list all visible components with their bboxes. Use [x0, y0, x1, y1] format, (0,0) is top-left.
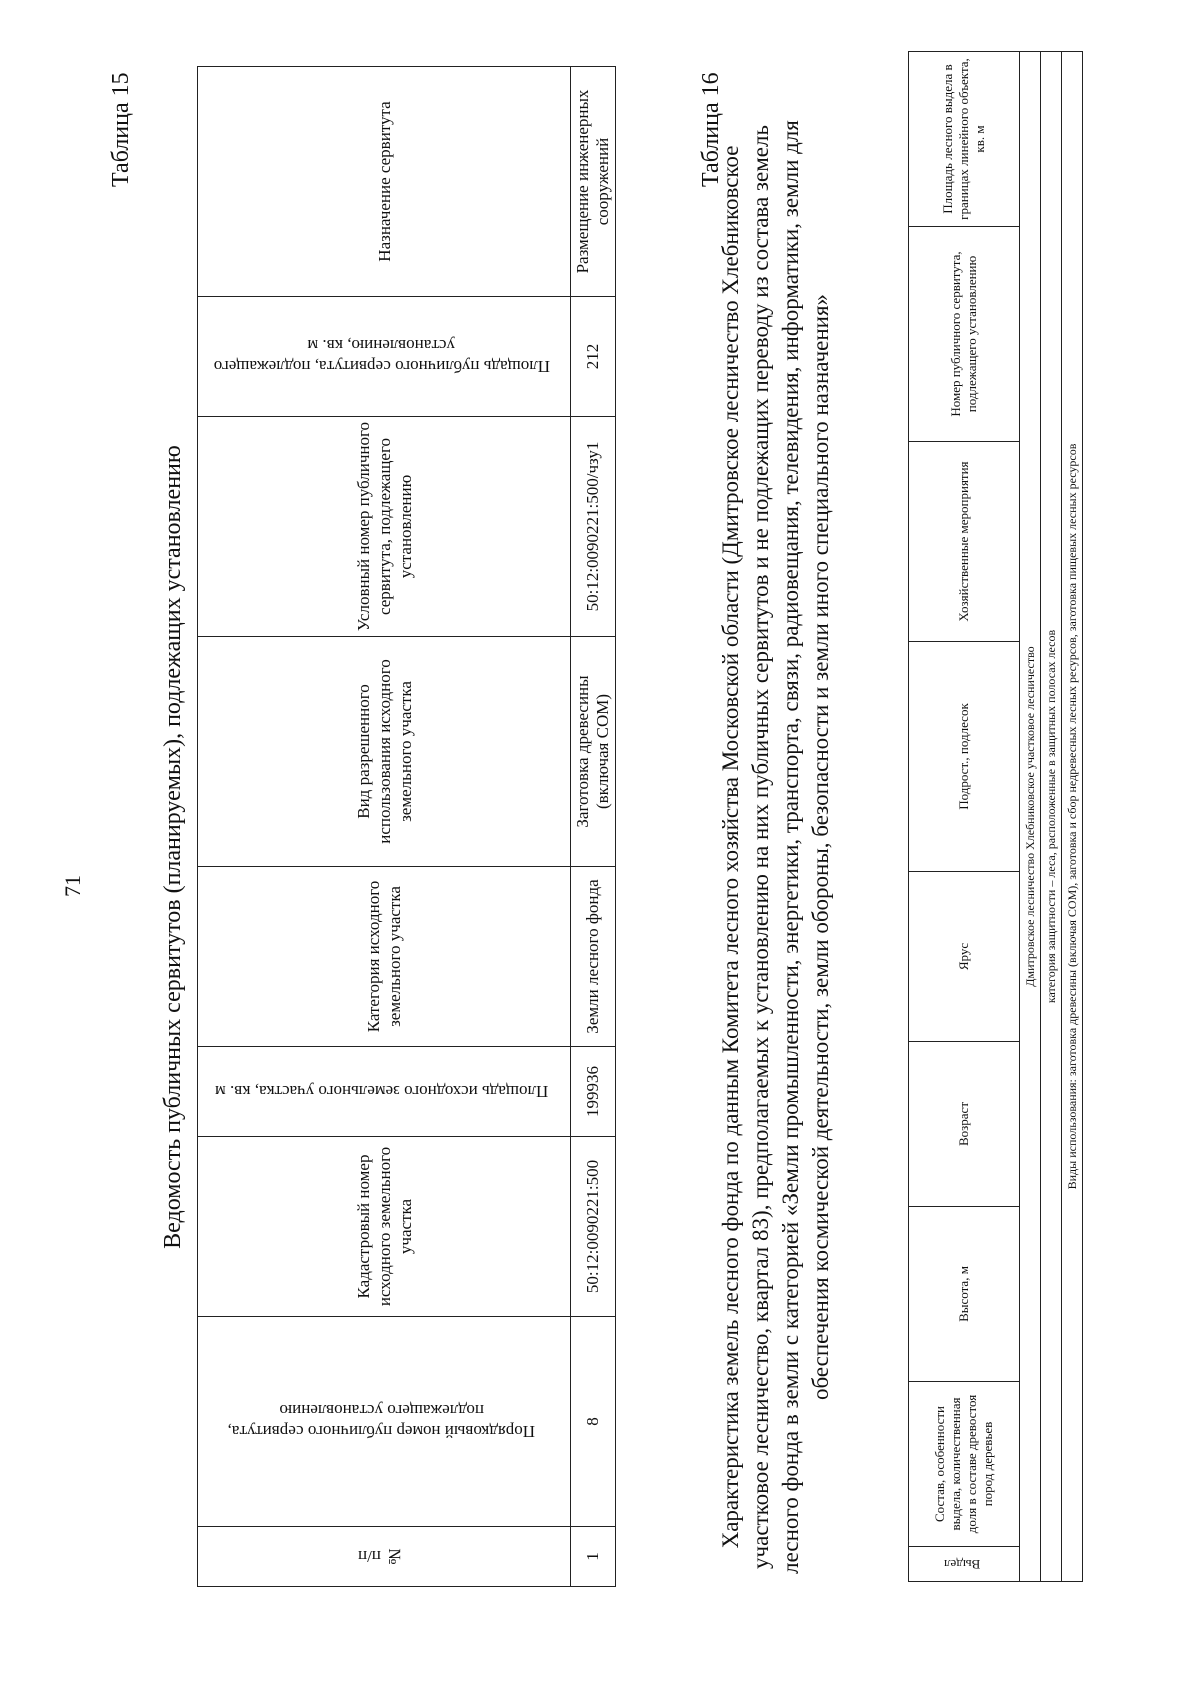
table15-cell: 1 [571, 1527, 616, 1587]
table16-span-row: Дмитровское лесничество Хлебниковское участковое лесничество [1020, 52, 1041, 1582]
table15-cell: Заготовка древесины (включая СОМ) [571, 637, 616, 867]
table16 [908, 51, 1083, 1582]
table16-header-cell: Состав, особенности выдела, количественная доля в составе древостоя пород деревьев [909, 1382, 1020, 1547]
table16-span-row: Виды использования: заготовка древесины (включая СОМ), заготовка и сбор недревесных лесных ресурсов, заготовка пищевых лесных ресурсов [1062, 52, 1083, 1582]
table-row [571, 67, 616, 1587]
table16-label: Таблица 16 [698, 72, 724, 187]
table-row [1062, 52, 1083, 1582]
table15-header-cell: Площадь публичного сервитута, подлежащего установлению, кв. м [198, 297, 571, 417]
table15-header-cell: № п/п [198, 1527, 571, 1587]
table15-header-cell: Назначение сервитута [198, 67, 571, 297]
table15-header-cell: Условный номер публичного сервитута, подлежащего установлению [198, 417, 571, 637]
table16-header-cell: Хозяйственные мероприятия [909, 442, 1020, 642]
table16-header-cell: Номер публичного сервитута, подлежащего установлению [909, 227, 1020, 442]
table15-header-cell: Площадь исходного земельного участка, кв. м [198, 1047, 571, 1137]
table16-title: Характеристика земель лесного фонда по данным Комитета лесного хозяйства Московской области (Дмитровское лесничество Хлебниковское участковое лесничество, квартал 83), предполагаемых к установлению на них публичных сервитутов и не подлежащих переводу из состава земель лесного фонда в земли с категорией «Земли промышленности, энергетики, транспорта, связи, радиовещания, телевидения, информатики, земли для обеспечения космической деятельности, земли обороны, безопасности и земли иного специального назначения» [718, 120, 833, 1574]
table15-title: Ведомость публичных сервитутов (планируемых), подлежащих установлению [160, 445, 186, 1249]
table15-cell: Размещение инженерных сооружений [571, 67, 616, 297]
table15-header-cell: Кадастровый номер исходного земельного участка [198, 1137, 571, 1317]
table15-cell: Земли лесного фонда [571, 867, 616, 1047]
table15-header-cell: Порядковый номер публичного сервитута, подлежащего установлению [198, 1317, 571, 1527]
table16-header-cell: Выдел [909, 1547, 1020, 1582]
table15-cell: 212 [571, 297, 616, 417]
table16-header-cell: Площадь лесного выдела в границах линейного объекта, кв. м [909, 52, 1020, 227]
table15-header-cell: Вид разрешенного использования исходного земельного участка [198, 637, 571, 867]
table15-cell: 8 [571, 1317, 616, 1527]
table16-header-cell: Подрост., подлесок [909, 642, 1020, 872]
table-row [1020, 52, 1041, 1582]
table16-header-cell: Высота, м [909, 1207, 1020, 1382]
table16-span-row: категория защитности – леса, расположенные в защитных полосах лесов [1041, 52, 1062, 1582]
table16-header-cell: Возраст [909, 1042, 1020, 1207]
table15-label: Таблица 15 [108, 72, 134, 187]
table15 [197, 66, 616, 1587]
table15-cell: 50:12:0090221:500 [571, 1137, 616, 1317]
table16-header-row [909, 52, 1020, 1582]
table16-header-cell: Ярус [909, 872, 1020, 1042]
table15-cell: 199936 [571, 1047, 616, 1137]
page-number: 71 [60, 875, 85, 897]
table15-header-row [198, 67, 571, 1587]
table15-header-cell: Категория исходного земельного участка [198, 867, 571, 1047]
table-row [1041, 52, 1062, 1582]
table15-cell: 50:12:0090221:500/чзу1 [571, 417, 616, 637]
